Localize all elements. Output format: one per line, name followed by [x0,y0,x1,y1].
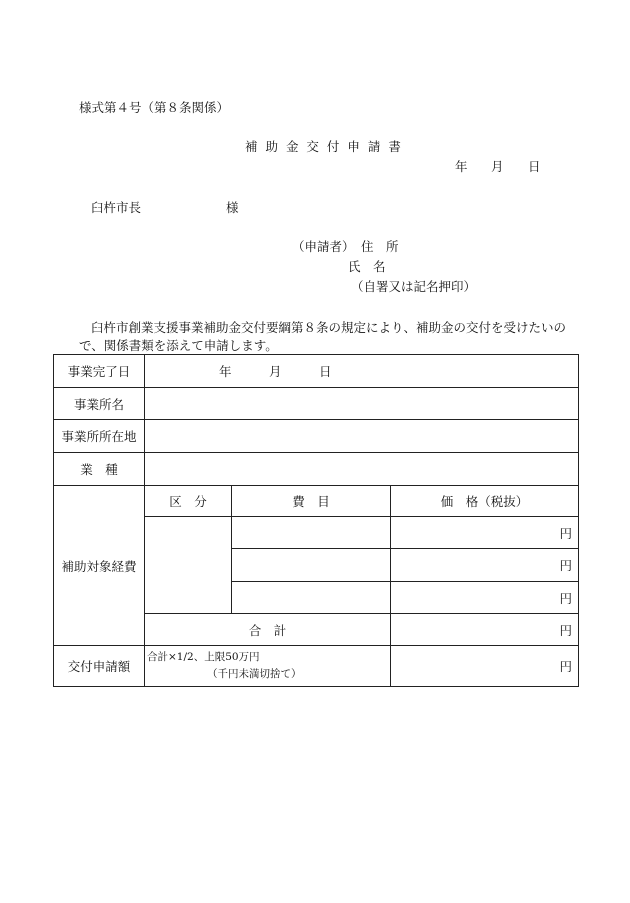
grant-note-line2: （千円未満切捨て） [207,668,302,680]
body-text-line2: で、関係書類を添えて申請します。 [79,338,278,353]
applicant-address-label: 住 所 [361,239,399,254]
business-name-field[interactable] [145,388,579,420]
grant-row [54,646,579,687]
form-number: 様式第４号（第８条関係） [79,100,230,115]
addressee: 臼杵市長 [91,200,142,215]
industry-label: 業 種 [54,453,145,486]
price-field[interactable]: 円 [391,517,579,549]
grant-amount-field[interactable]: 円 [391,646,579,687]
date-month-label: 月 [491,159,504,174]
seal-note: （自署又は記名押印） [351,279,477,294]
grant-label: 交付申請額 [54,646,145,687]
price-field[interactable]: 円 [391,549,579,582]
expense-header-row [54,486,579,517]
body-text-line1: 臼杵市創業支援事業補助金交付要綱第８条の規定により、補助金の交付を受けたいの [91,320,567,335]
expense-label: 補助対象経費 [54,486,145,646]
document-title: 補 助 金 交 付 申 請 書 [245,139,403,154]
completion-date-value[interactable]: 年 月 日 [145,355,579,388]
business-location-label: 事業所所在地 [54,420,145,453]
col-item: 費 目 [232,486,391,517]
table-row-completion-date [54,355,579,388]
business-location-field[interactable] [145,420,579,453]
business-name-label: 事業所名 [54,388,145,420]
col-category: 区 分 [145,486,232,517]
industry-field[interactable] [145,453,579,486]
honorific: 様 [226,200,239,215]
item-field[interactable] [232,549,391,582]
item-field[interactable] [232,582,391,614]
application-table [53,354,579,687]
total-label: 合 計 [145,614,391,646]
item-field[interactable] [232,517,391,549]
date-day-label: 日 [528,159,541,174]
table-row-business-name [54,388,579,420]
table-row-industry [54,453,579,486]
table-row-business-location [54,420,579,453]
category-field[interactable] [145,517,232,614]
date-year-label: 年 [455,159,468,174]
price-field[interactable]: 円 [391,582,579,614]
completion-date-label: 事業完了日 [54,355,145,388]
total-field[interactable]: 円 [391,614,579,646]
col-price: 価 格（税抜） [391,486,579,517]
applicant-name-label: 氏 名 [348,259,386,274]
grant-note-line1: 合計×1/2、上限50万円 [147,651,260,663]
grant-note [145,646,391,687]
applicant-label: （申請者） [292,239,355,254]
